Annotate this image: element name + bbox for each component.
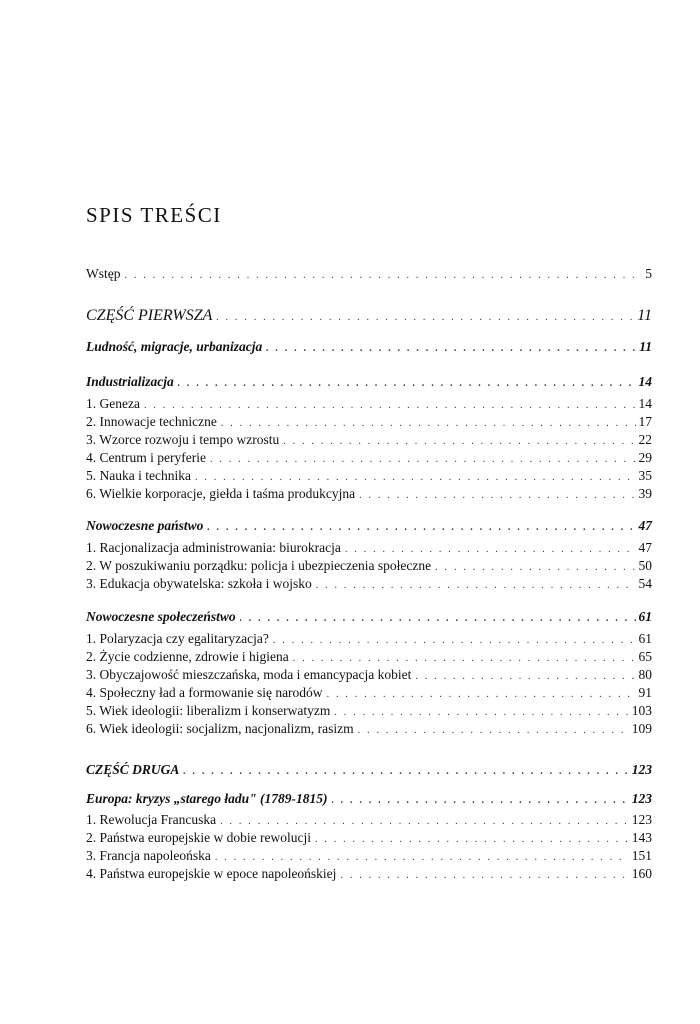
toc-entry <box>86 685 652 701</box>
toc-entry <box>86 866 652 882</box>
toc-entry-label: 1. Geneza <box>86 396 140 411</box>
page-title: SPIS TREŚCI <box>86 203 222 227</box>
toc-entry-label: Nowoczesne społeczeństwo <box>86 609 236 624</box>
toc-entry-page: 39 <box>638 486 652 501</box>
toc-entry-label: 2. Życie codzienne, zdrowie i higiena <box>86 649 289 664</box>
toc-entry <box>86 812 652 828</box>
toc-entry <box>86 450 652 466</box>
leader-dots <box>327 689 636 700</box>
toc-entry-page: 160 <box>631 866 652 881</box>
leader-dots <box>144 400 636 411</box>
toc-section-heading <box>86 518 652 534</box>
toc-entry-label: Nowoczesne państwo <box>86 518 204 533</box>
toc-entry <box>86 703 652 719</box>
toc-entry-label: Industrializacja <box>86 374 174 389</box>
toc-entry-label: 6. Wielkie korporacje, giełda i taśma produkcyjna <box>86 486 356 501</box>
toc-entry-label: 3. Francja napoleońska <box>86 848 211 863</box>
toc-entry-page: 61 <box>638 631 652 646</box>
leader-dots <box>283 436 635 447</box>
toc-entry <box>86 414 652 430</box>
toc-entry-page: 123 <box>631 791 652 806</box>
toc-entry-label: Wstęp <box>86 266 121 281</box>
toc-entry-label: 4. Społeczny ład a formowanie się narodów <box>86 685 323 700</box>
toc-entry <box>86 721 652 737</box>
toc-entry-label: 5. Wiek ideologii: liberalizm i konserwatyzm <box>86 703 331 718</box>
leader-dots <box>240 613 636 624</box>
toc-entry-page: 11 <box>639 339 652 354</box>
toc-entry-label: 4. Państwa europejskie w epoce napoleońskiej <box>86 866 337 881</box>
toc-entry-page: 29 <box>638 450 652 465</box>
toc-entry-page: 14 <box>638 396 652 411</box>
leader-dots <box>334 707 628 718</box>
toc-entry <box>86 649 652 665</box>
toc-entry-page: 35 <box>638 468 652 483</box>
toc-entry-label: 3. Edukacja obywatelska: szkoła i wojsko <box>86 576 312 591</box>
toc-entry-page: 47 <box>638 518 652 533</box>
toc-part-heading <box>86 307 652 325</box>
leader-dots <box>415 671 635 682</box>
leader-dots <box>316 580 636 591</box>
toc-entry-page: 65 <box>638 649 652 664</box>
toc-entry-label: Europa: kryzys „starego ładu" (1789-1815) <box>86 791 328 806</box>
leader-dots <box>435 562 635 573</box>
toc-entry-page: 54 <box>638 576 652 591</box>
toc-entry-page: 109 <box>631 721 652 736</box>
toc-entry-page: 80 <box>638 667 652 682</box>
toc-entry-label: 5. Nauka i technika <box>86 468 191 483</box>
toc-entry <box>86 396 652 412</box>
leader-dots <box>215 852 629 863</box>
leader-dots <box>332 795 629 806</box>
toc-entry-page: 123 <box>631 812 652 827</box>
toc-entry-label: 1. Polaryzacja czy egalitaryzacja? <box>86 631 269 646</box>
toc-entry-page: 91 <box>638 685 652 700</box>
leader-dots <box>216 312 634 323</box>
toc-entry-page: 103 <box>631 703 652 718</box>
toc-entry <box>86 830 652 846</box>
toc-entry-page: 14 <box>638 374 652 389</box>
toc-entry <box>86 848 652 864</box>
toc-entry-intro <box>86 266 652 282</box>
toc-entry <box>86 558 652 574</box>
leader-dots <box>266 343 636 354</box>
toc-entry <box>86 667 652 683</box>
leader-dots <box>315 834 629 845</box>
toc-section-heading <box>86 609 652 625</box>
toc-entry-page: 47 <box>638 540 652 555</box>
leader-dots <box>340 870 628 881</box>
leader-dots <box>273 635 636 646</box>
toc-entry-label: 6. Wiek ideologii: socjalizm, nacjonalizm, rasizm <box>86 721 354 736</box>
toc-section-heading <box>86 339 652 355</box>
leader-dots <box>125 270 643 281</box>
toc-entry-label: 2. W poszukiwaniu porządku: policja i ubezpieczenia społeczne <box>86 558 432 573</box>
toc-entry-page: 11 <box>637 307 652 324</box>
toc-entry-page: 22 <box>638 432 652 447</box>
leader-dots <box>345 544 636 555</box>
toc-section-heading <box>86 791 652 807</box>
toc-entry <box>86 631 652 647</box>
toc-entry-label: 3. Obyczajowość mieszczańska, moda i emancypacja kobiet <box>86 667 412 682</box>
toc-entry-label: 1. Racjonalizacja administrowania: biurokracja <box>86 540 341 555</box>
leader-dots <box>195 472 636 483</box>
leader-dots <box>210 454 636 465</box>
toc-entry-label: CZĘŚĆ PIERWSZA <box>86 307 213 324</box>
toc-entry-page: 5 <box>645 266 652 281</box>
leader-dots <box>183 766 628 777</box>
leader-dots <box>220 816 629 827</box>
leader-dots <box>178 378 636 389</box>
toc-entry-label: 3. Wzorce rozwoju i tempo wzrostu <box>86 432 280 447</box>
toc-entry-label: 2. Państwa europejskie w dobie rewolucji <box>86 830 311 845</box>
toc-entry-page: 151 <box>631 848 652 863</box>
leader-dots <box>359 490 635 501</box>
toc-entry <box>86 540 652 556</box>
toc-entry-page: 143 <box>631 830 652 845</box>
toc-entry <box>86 432 652 448</box>
toc-entry-label: 2. Innowacje techniczne <box>86 414 217 429</box>
toc-entry-page: 50 <box>638 558 652 573</box>
toc-entry-label: 1. Rewolucja Francuska <box>86 812 217 827</box>
toc-entry-label: CZĘŚĆ DRUGA <box>86 762 180 777</box>
toc-entry-label: Ludność, migracje, urbanizacja <box>86 339 263 354</box>
toc-entry <box>86 468 652 484</box>
toc-entry-label: 4. Centrum i peryferie <box>86 450 206 465</box>
toc-entry-page: 123 <box>631 762 652 777</box>
leader-dots <box>221 418 636 429</box>
toc-part-heading <box>86 762 652 778</box>
leader-dots <box>293 653 636 664</box>
leader-dots <box>207 522 635 533</box>
toc-section-heading <box>86 374 652 390</box>
leader-dots <box>358 725 629 736</box>
toc-entry-page: 17 <box>638 414 652 429</box>
toc-entry <box>86 576 652 592</box>
toc-entry-page: 61 <box>638 609 652 624</box>
toc-entry <box>86 486 652 502</box>
